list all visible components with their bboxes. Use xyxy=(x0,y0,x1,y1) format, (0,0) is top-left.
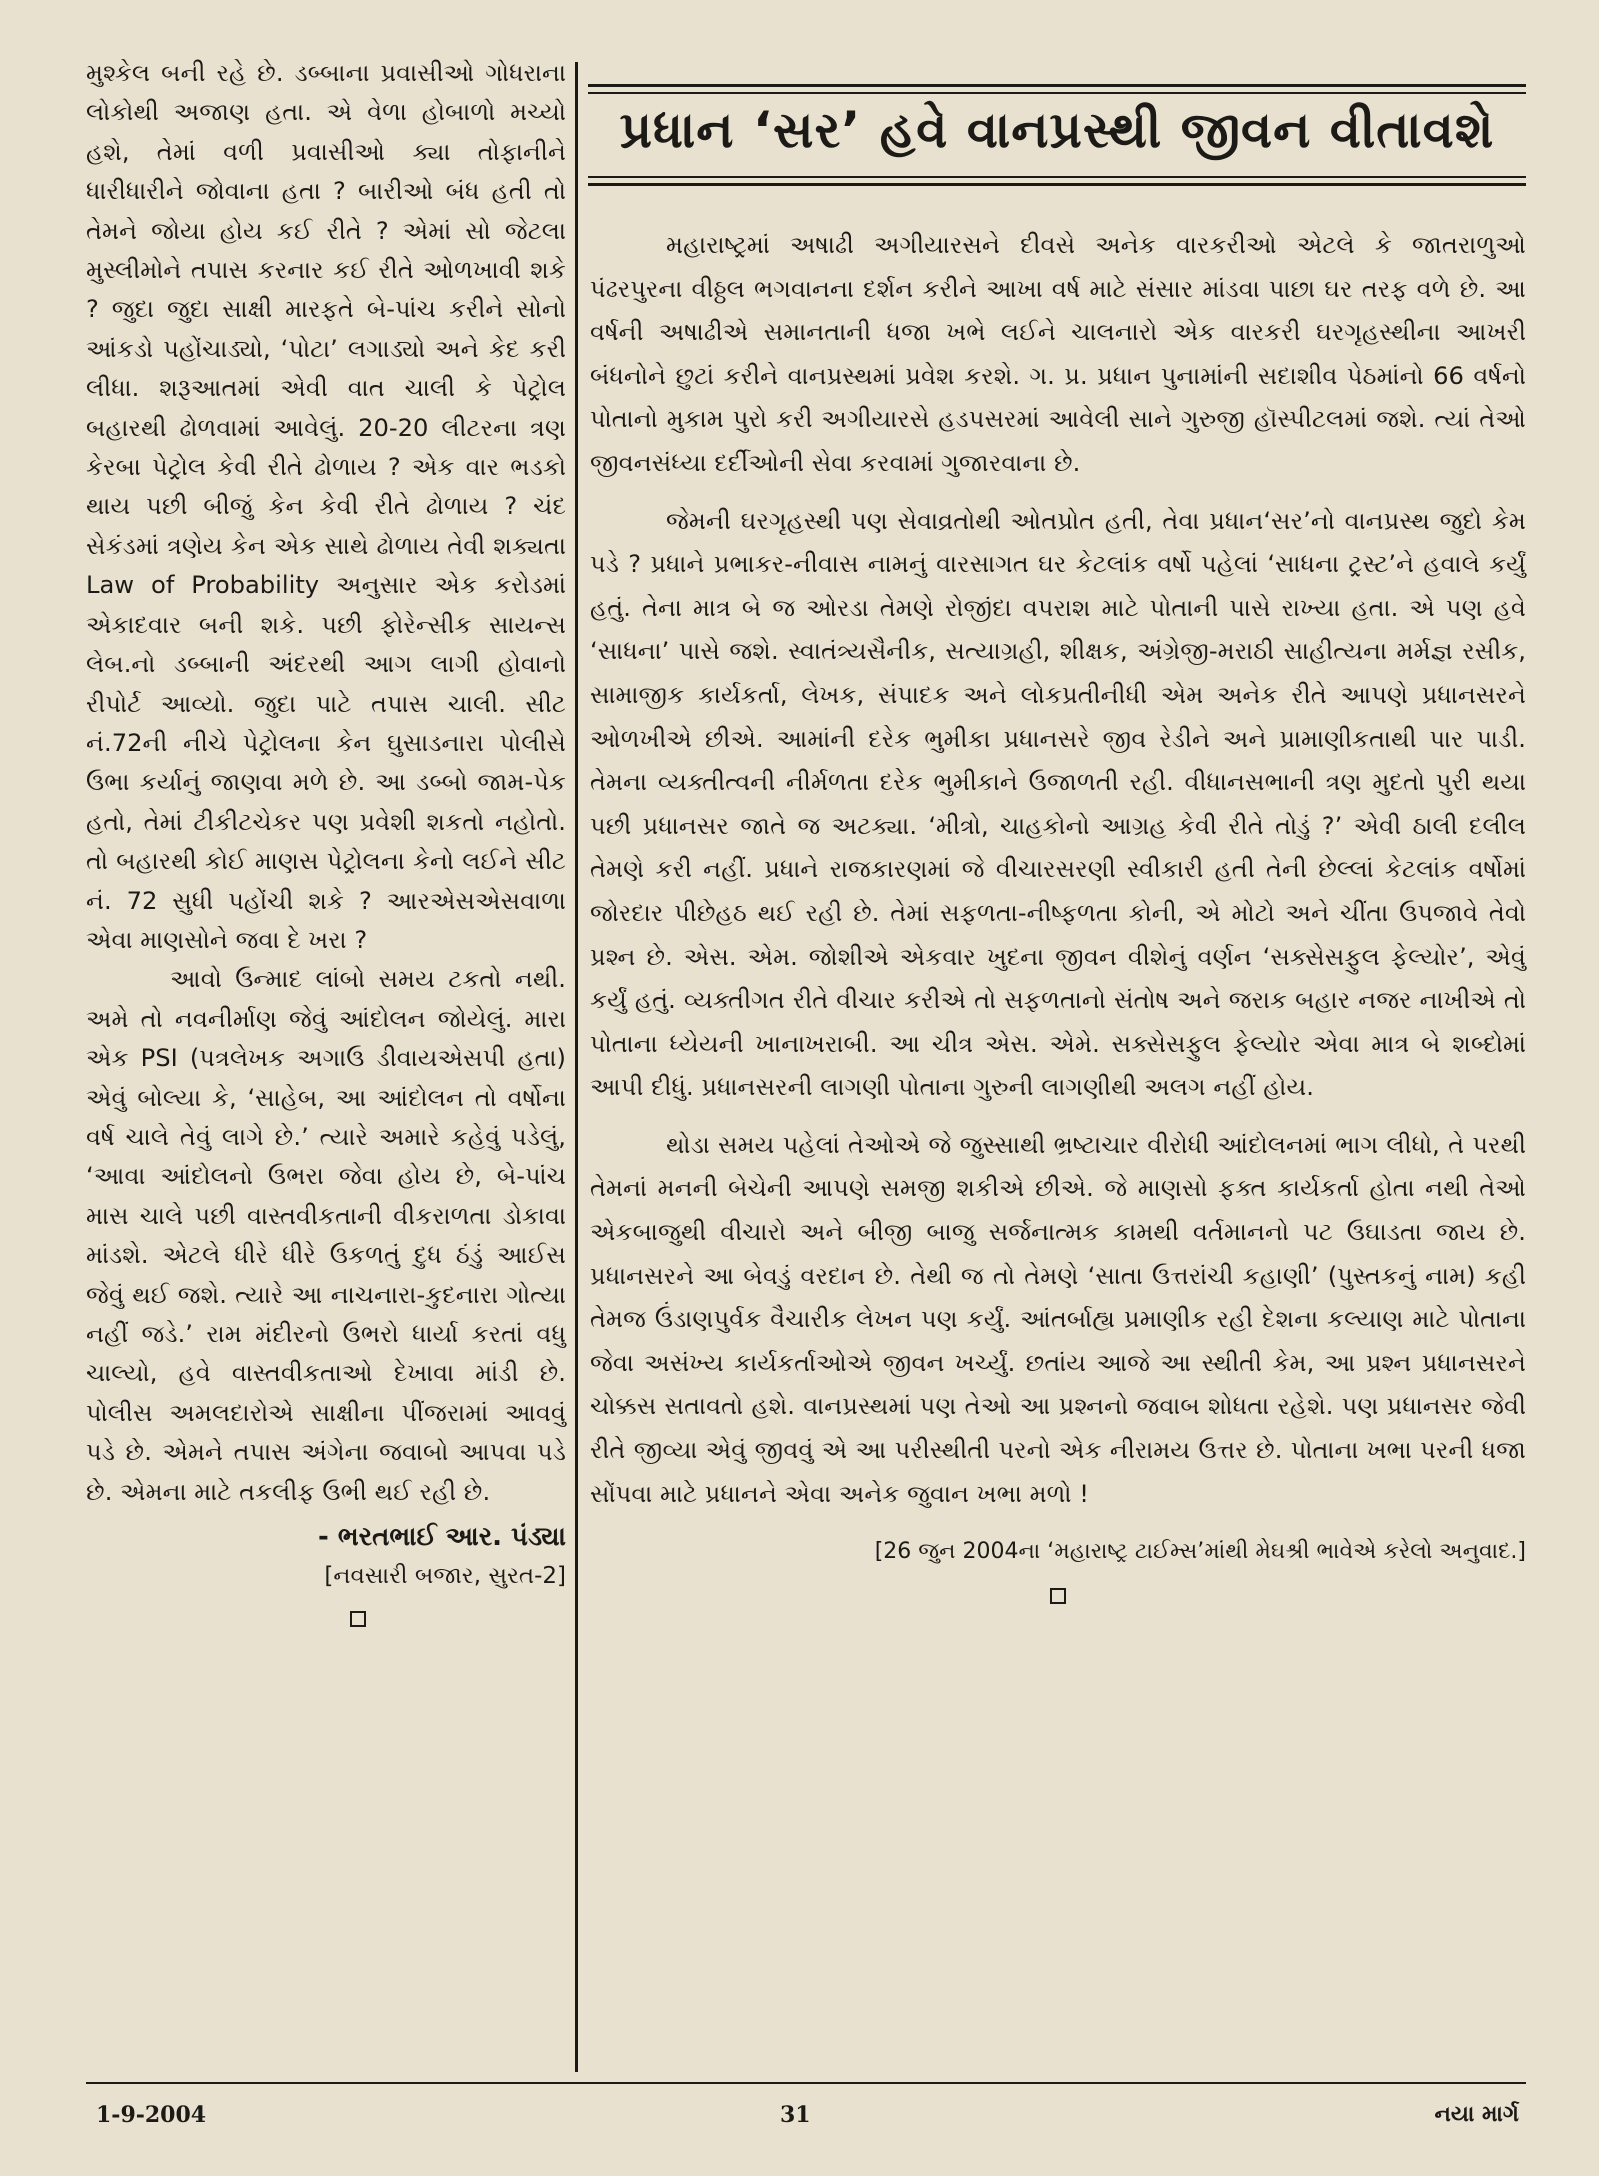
footer-date: 1-9-2004 xyxy=(96,2102,207,2128)
article-headline: પ્રધાન ‘સર’ હવે વાનપ્રસ્થી જીવન વીતાવશે xyxy=(619,101,1495,159)
magazine-name: નયા માર્ગ xyxy=(1434,2102,1519,2127)
end-mark-icon xyxy=(1050,1588,1066,1604)
article-paragraph-3: થોડા સમય પહેલાં તેઓએ જે જુસ્સાથી ભ્રષ્ટાચાર વીરોધી આંદોલનમાં ભાગ લીધો, તે પરથી તેમનાં મનની બેચેની આપણે સમજી શકીએ છીએ. જે માણસો ફક્ત કાર્યકર્તા હોતા નથી તેઓ એકબાજુથી વીચારો અને બીજી બાજુ સર્જનાત્મક કામથી વર્તમાનનો પટ ઉઘાડતા જાય છે. પ્રધાનસરને આ બેવડું વરદાન છે. તેથી જ તો તેમણે ‘સાતા ઉત્તરાંચી કહાણી’ (પુસ્તકનું નામ) કહી તેમજ ઉંડાણપુર્વક વૈચારીક લેખન પણ કર્યું. આંતર્બાહ્ય પ્રમાણીક રહી દેશના કલ્યાણ માટે પોતાના જેવા અસંખ્ય કાર્યકર્તાઓએ જીવન ખર્ચ્યું. છતાંય આજે આ સ્થીતી કેમ, આ પ્રશ્ન પ્રધાનસરને ચોક્કસ સતાવતો હશે. વાનપ્રસ્થમાં પણ તેઓ આ પ્રશ્નનો જવાબ શોધતા રહેશે. પણ પ્રધાનસર જેવી રીતે જીવ્યા એવું જીવવું એ આ પરીસ્થીતી પરનો એક નીરામય ઉત્તર છે. પોતાના ખભા પરની ધજા સોંપવા માટે પ્રધાનને એવા અનેક જુવાન ખભા મળો ! xyxy=(590,1130,1526,1508)
article-paragraph-2: જેમની ઘરગૃહસ્થી પણ સેવાવ્રતોથી ઓતપ્રોત હતી, તેવા પ્રધાન‘સર’નો વાનપ્રસ્થ જુદો કેમ પડે ? પ્રધાને પ્રભાકર-નીવાસ નામનું વારસાગત ઘર કેટલાંક વર્ષો પહેલાં ‘સાધના ટ્રસ્ટ’ને હવાલે કર્યું હતું. તેના માત્ર બે જ ઓરડા તેમણે રોજીંદા વપરાશ માટે પોતાની પાસે રાખ્યા હતા. એ પણ હવે ‘સાધના’ પાસે જશે. સ્વાતંત્ર્યસૈનીક, સત્યાગ્રહી, શીક્ષક, અંગ્રેજી-મરાઠી સાહીત્યના મર્મજ્ઞ રસીક, સામાજીક કાર્યકર્તા, લેખક, સંપાદક અને લોકપ્રતીનીધી એમ અનેક રીતે આપણે પ્રધાનસરને ઓળખીએ છીએ. આમાંની દરેક ભુમીકા પ્રધાનસરે જીવ રેડીને અને પ્રામાણીકતાથી પાર પાડી. તેમના વ્યક્તીત્વની નીર્મળતા દરેક ભુમીકાને ઉજાળતી રહી. વીધાનસભાની ત્રણ મુદતો પુરી થયા પછી પ્રધાનસર જાતે જ અટક્યા. ‘મીત્રો, ચાહકોનો આગ્રહ કેવી રીતે તોડું ?’ એવી ઠાલી દલીલ તેમણે કરી નહીં. પ્રધાને રાજકારણમાં જે વીચારસરણી સ્વીકારી હતી તેની છેલ્લાં કેટલાંક વર્ષોમાં જોરદાર પીછેહઠ થઈ રહી છે. તેમાં સફળતા-નીષ્ફળતા કોની, એ મોટો અને ચીંતા ઉપજાવે તેવો પ્રશ્ન છે. એસ. એમ. જોશીએ એકવાર ખુદના જીવન વીશેનું વર્ણન ‘સક્સેસફુલ ફેલ્યોર’, એવું કર્યું હતું. વ્યક્તીગત રીતે વીચાર કરીએ તો સફળતાનો સંતોષ અને જરાક બહાર નજર નાખીએ તો પોતાના ધ્યેયની ખાનાખરાબી. આ ચીત્ર એસ. એમે. સક્સેસફુલ ફેલ્યોર એવા માત્ર બે શબ્દોમાં આપી દીધું. પ્રધાનસરની લાગણી પોતાના ગુરુની લાગણીથી અલગ નહીં હોય. xyxy=(590,506,1526,1102)
author-address: [નવસારી બજાર, સુરત-2] xyxy=(324,1563,566,1590)
article-paragraph-1: મહારાષ્ટ્રમાં અષાઢી અગીયારસને દીવસે અનેક વારકરીઓ એટલે કે જાતરાળુઓ પંઢરપુરના વીઠ્ઠલ ભગવાનના દર્શન કરીને આખા વર્ષ માટે સંસાર માંડવા પાછા ઘર તરફ વળે છે. આ વર્ષની અષાઢીએ સમાનતાની ધજા ખભે લઈને ચાલનારો એક વારકરી ઘરગૃહસ્થીના આખરી બંધનોને છુટાં કરીને વાનપ્રસ્થમાં પ્રવેશ કરશે. ગ. પ્ર. પ્રધાન પુનામાંની સદાશીવ પેઠમાંનો 66 વર્ષનો પોતાનો મુકામ પુરો કરી અગીયારસે હડપસરમાં આવેલી સાને ગુરુજી હૉસ્પીટલમાં જશે. ત્યાં તેઓ જીવનસંધ્યા દર્દીઓની સેવા કરવામાં ગુજારવાના છે. xyxy=(590,231,1526,477)
page-number: 31 xyxy=(780,2102,811,2128)
left-paragraph-2: આવો ઉન્માદ લાંબો સમય ટકતો નથી. અમે તો નવનીર્માણ જેવું આંદોલન જોયેલું. મારા એક PSI (પત્રલેખક અગાઉ ડીવાયએસપી હતા) એવું બોલ્યા કે, ‘સાહેબ, આ આંદોલન તો વર્ષોના વર્ષ ચાલે તેવું લાગે છે.’ ત્યારે અમારે કહેવું પડેલું, ‘આવા આંદોલનો ઉભરા જેવા હોય છે, બે-પાંચ માસ ચાલે પછી વાસ્તવીકતાની વીકરાળતા ડોકાવા માંડશે. એટલે ધીરે ધીરે ઉકળતું દુધ ઠંડું આઈસ જેવું થઈ જશે. ત્યારે આ નાચનારા-કુદનારા ગોત્યા નહીં જડે.’ રામ મંદીરનો ઉભરો ધાર્યા કરતાં વધુ ચાલ્યો, હવે વાસ્તવીકતાઓ દેખાવા માંડી છે. પોલીસ અમલદારોએ સાક્ષીના પીંજરામાં આવવું પડે છે. એમને તપાસ અંગેના જવાબો આપવા પડે છે. એમના માટે તકલીફ ઉભી થઈ રહી છે. xyxy=(86,965,566,1506)
left-paragraph-1: મુશ્કેલ બની રહે છે. ડબ્બાના પ્રવાસીઓ ગોધરાના લોકોથી અજાણ હતા. એ વેળા હોબાળો મચ્યો હશે, તેમાં વળી પ્રવાસીઓ ક્યા તોફાનીને ધારીધારીને જોવાના હતા ? બારીઓ બંધ હતી તો તેમને જોયા હોય કઈ રીતે ? એમાં સો જેટલા મુસ્લીમોને તપાસ કરનાર કઈ રીતે ઓળખાવી શકે ? જુદા જુદા સાક્ષી મારફતે બે-પાંચ કરીને સોનો આંકડો પહોંચાડ્યો, ‘પોટા’ લગાડ્યો અને કેદ કરી લીધા. શરૂઆતમાં એવી વાત ચાલી કે પેટ્રોલ બહારથી ઢોળવામાં આવેલું. 20-20 લીટરના ત્રણ કેરબા પેટ્રોલ કેવી રીતે ઢોળાય ? એક વાર ભડકો થાય પછી બીજું કેન કેવી રીતે ઢોળાય ? ચંદ સેકંડમાં ત્રણેય કેન એક સાથે ઢોળાય તેવી શક્યતા Law of Probability અનુસાર એક કરોડમાં એકાદવાર બની શકે. પછી ફોરેન્સીક સાયન્સ લેબ.નો ડબ્બાની અંદરથી આગ લાગી હોવાનો રીપોર્ટ આવ્યો. જુદા પાટે તપાસ ચાલી. સીટ નં.72ની નીચે પેટ્રોલના કેન ઘુસાડનારા પોલીસે ઉભા કર્યાનું જાણવા મળે છે. આ ડબ્બો જામ-પેક હતો, તેમાં ટીકીટચેકર પણ પ્રવેશી શકતો નહોતો. તો બહારથી કોઈ માણસ પેટ્રોલના કેનો લઈને સીટ નં. 72 સુધી પહોંચી શકે ? આરએસએસવાળા એવા માણસોને જવા દે ખરા ? xyxy=(86,59,566,954)
translation-credit: [26 જુન 2004ના ‘મહારાષ્ટ્ર ટાઈમ્સ’માંથી મેઘશ્રી ભાવેએ કરેલો અનુવાદ.] xyxy=(874,1539,1526,1565)
footer-rule xyxy=(86,2082,1526,2084)
headline-box xyxy=(588,84,1526,186)
left-column xyxy=(86,54,566,2044)
end-mark-icon xyxy=(350,1611,366,1627)
article-body xyxy=(590,224,1526,2014)
column-divider xyxy=(575,62,578,2072)
author-signature: - ભરતભાઈ આર. પંડ્યા xyxy=(318,1522,566,1553)
